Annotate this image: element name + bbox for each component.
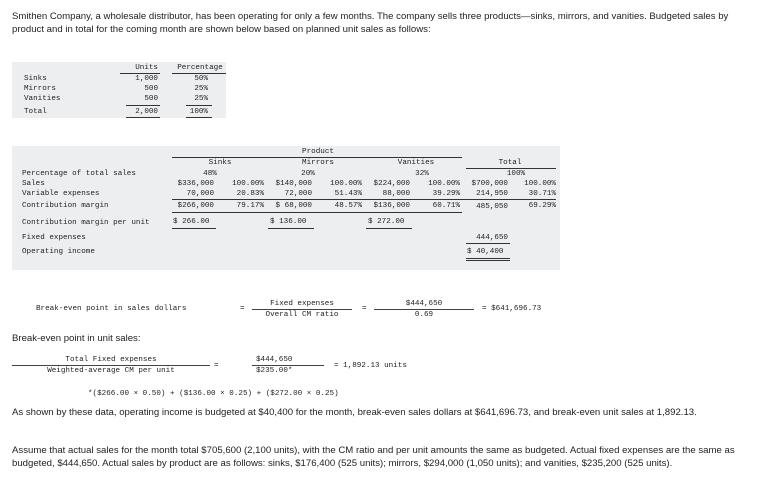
fixed-total: 444,650 [476, 234, 508, 242]
bep-units-num1: Total Fixed expenses [65, 356, 157, 364]
units-row-label: Vanities [24, 95, 61, 103]
units-row-label: Mirrors [24, 85, 56, 93]
row-label-variable: Variable expenses [22, 190, 100, 198]
column-mirrors: Mirrors [302, 159, 334, 167]
sales-mirrors: $140,000 [275, 180, 312, 188]
cm-per-unit-vanities: $ 272.00 [368, 218, 405, 226]
assumption-paragraph: Assume that actual sales for the month total $705,600 (2,100 units), with the CM ratio and per unit amounts the same as budgeted. Actual fixed expenses are the same as budgeted, $444,650. Actual sales by product are as follows: sinks, $176,400 (525 units); mirrors, $294,000 (1,050 units); and vanities, $235,200 (525 units). [12, 445, 735, 469]
row-label-fixed: Fixed expenses [22, 234, 86, 242]
row-label-cm-per-unit: Contribution margin per unit [22, 219, 150, 227]
summary-paragraph: As shown by these data, operating income is budgeted at $40,400 for the month, break-even sales dollars at $641,696.73, and break-even unit sales at 1,892.13. [12, 407, 697, 418]
cm-sinks-pct: 79.17% [236, 202, 264, 210]
variable-sinks-pct: 20.83% [236, 190, 264, 198]
bep-dollars-num1: Fixed expenses [270, 300, 334, 308]
units-total-units: 2,000 [135, 108, 158, 116]
cm-sinks: $266,000 [177, 202, 214, 210]
variable-total: 214,950 [476, 190, 508, 198]
bep-units-eq1: = [214, 362, 219, 370]
cm-vanities: $136,000 [373, 202, 410, 210]
cm-per-unit-sinks: $ 266.00 [173, 218, 210, 226]
sales-total-pct: 100.00% [524, 180, 556, 188]
units-row-label: Sinks [24, 75, 47, 83]
variable-mirrors-pct: 51.43% [334, 190, 362, 198]
pct-total-mirrors: 20% [301, 170, 315, 178]
bep-dollars-den1: Overall CM ratio [265, 311, 339, 319]
bep-dollars-fraction2 [374, 297, 474, 323]
units-row-pct: 25% [194, 95, 208, 103]
pct-total-vanities: 32% [415, 170, 429, 178]
row-label-operating: Operating income [22, 248, 95, 256]
bep-units-den1: Weighted-average CM per unit [47, 367, 175, 375]
bep-dollars-result: = $641,696.73 [482, 305, 542, 313]
bep-units-fraction1 [12, 353, 210, 379]
cm-mirrors-pct: 48.57% [334, 202, 362, 210]
percentage-header: Percentage [177, 64, 223, 72]
bep-units-den2: $235.00* [256, 367, 293, 375]
units-row-units: 500 [144, 95, 158, 103]
units-row-pct: 25% [194, 85, 208, 93]
cm-mirrors: $ 68,000 [275, 202, 312, 210]
bep-units-result: = 1,892.13 units [334, 362, 407, 370]
column-vanities: Vanities [397, 159, 435, 167]
units-row-units: 500 [144, 85, 158, 93]
bep-dollars-fraction1 [252, 297, 352, 323]
cm-total: 485,050 [476, 203, 508, 211]
cm-total-pct: 69.29% [528, 202, 556, 210]
sales-sinks-pct: 100.00% [232, 180, 264, 188]
pct-total-total: 100% [506, 170, 526, 178]
units-total-label: Total [24, 108, 47, 116]
variable-mirrors: 72,000 [284, 190, 312, 198]
bep-dollars-num2: $444,650 [405, 300, 443, 308]
product-header: Product [302, 148, 334, 156]
variable-vanities-pct: 39.29% [432, 190, 460, 198]
sales-vanities: $224,000 [373, 180, 410, 188]
bep-dollars-label: Break-even point in sales dollars [36, 305, 187, 313]
bep-dollars-eq1: = [240, 305, 245, 313]
cm-per-unit-mirrors: $ 136.00 [270, 218, 307, 226]
operating-total: $ 40,400 [467, 248, 504, 256]
variable-sinks: 70,000 [186, 190, 214, 198]
bep-dollars-eq2: = [362, 305, 367, 313]
sales-mirrors-pct: 100.00% [330, 180, 362, 188]
bep-units-num2: $444,650 [256, 356, 293, 364]
row-label-sales: Sales [22, 180, 45, 188]
units-row-pct: 50% [194, 75, 208, 83]
sales-sinks: $336,000 [177, 180, 214, 188]
cm-vanities-pct: 60.71% [432, 202, 460, 210]
bep-units-fraction2 [252, 353, 324, 379]
intro-paragraph: Smithen Company, a wholesale distributor, has been operating for only a few months. The company sells three products—sinks, mirrors, and vanities. Budgeted sales by product and in total for the coming month are shown below based on planned unit sales as follows: [12, 11, 729, 35]
variable-vanities: 88,000 [382, 190, 410, 198]
row-label-pct-total: Percentage of total sales [22, 170, 136, 178]
pct-total-sinks: 48% [203, 170, 217, 178]
units-row-units: 1,000 [135, 75, 158, 83]
bep-units-footnote: *($266.00 × 0.50) + ($136.00 × 0.25) + ($272.00 × 0.25) [88, 390, 339, 398]
variable-total-pct: 30.71% [528, 190, 556, 198]
bep-units-heading: Break-even point in unit sales: [12, 333, 141, 344]
units-total-pct: 100% [189, 108, 208, 116]
bep-dollars-den2: 0.69 [414, 311, 434, 319]
sales-total: $700,000 [471, 180, 508, 188]
sales-vanities-pct: 100.00% [428, 180, 460, 188]
column-sinks: Sinks [208, 159, 232, 167]
column-total: Total [498, 159, 522, 167]
units-header: Units [135, 64, 158, 72]
row-label-cm: Contribution margin [22, 202, 109, 210]
